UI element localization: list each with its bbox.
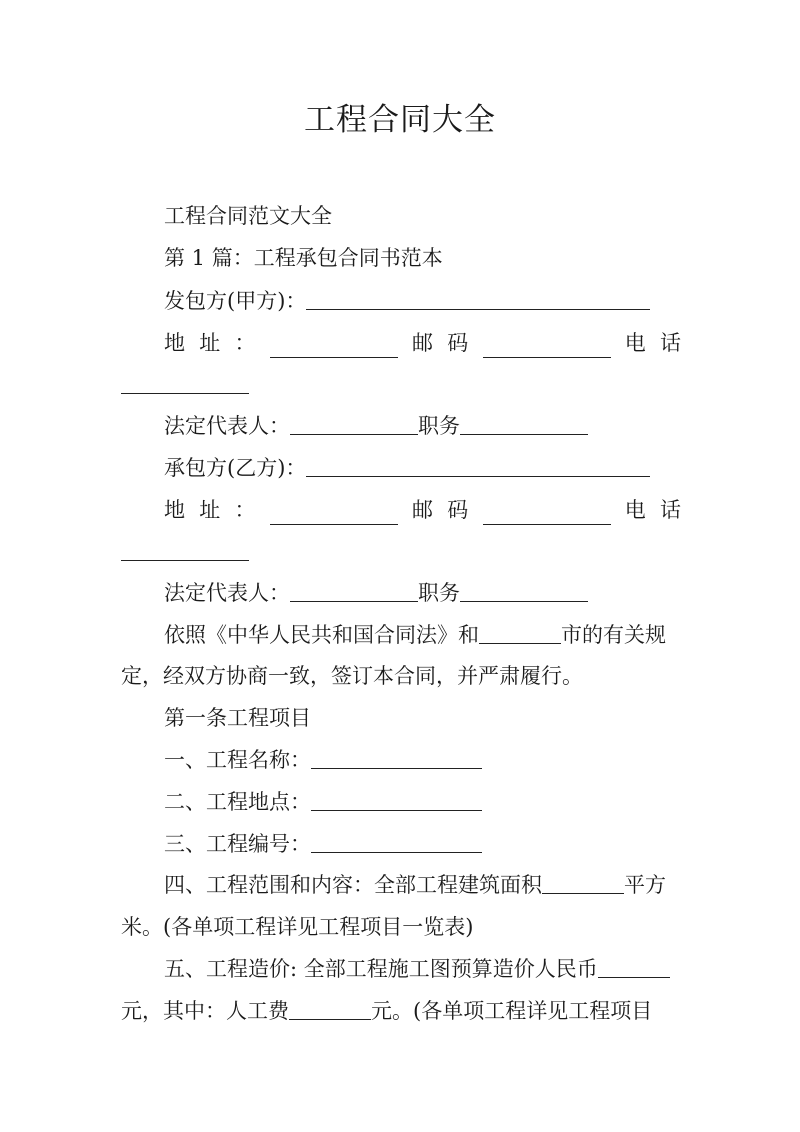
project-site-line bbox=[164, 787, 681, 817]
address-colon: ： bbox=[234, 331, 256, 355]
postcode-blank bbox=[483, 335, 611, 358]
address-colon: ： bbox=[234, 498, 256, 522]
rep-label: 法定代表人： bbox=[164, 581, 290, 605]
cost-note: 元。(各单项工程详见工程项目 bbox=[371, 999, 653, 1023]
law-text: 依照《中华人民共和国合同法》和 bbox=[164, 623, 479, 647]
rep-blank bbox=[290, 412, 418, 435]
project-number-blank bbox=[311, 830, 482, 853]
party-a-line bbox=[164, 286, 681, 316]
duty-blank bbox=[460, 579, 588, 602]
address-char: 地 bbox=[164, 498, 185, 522]
subtitle: 工程合同范文大全 bbox=[164, 204, 332, 228]
labor-cost-blank bbox=[289, 997, 371, 1020]
project-cost-cont bbox=[121, 996, 681, 1026]
postcode-char: 邮 bbox=[412, 498, 433, 522]
area-blank bbox=[542, 871, 624, 894]
party-b-line bbox=[164, 453, 681, 483]
party-b-label: 承包方(乙方)： bbox=[164, 456, 307, 480]
project-name-blank bbox=[311, 746, 482, 769]
postcode-char: 码 bbox=[447, 498, 469, 522]
party-b-blank bbox=[306, 454, 650, 477]
project-scope-line bbox=[164, 870, 681, 900]
project-site-blank bbox=[311, 788, 482, 811]
city-blank bbox=[479, 621, 561, 644]
address-blank bbox=[270, 502, 398, 525]
phone-char: 话 bbox=[660, 331, 681, 355]
article-1-heading: 第一条工程项目 bbox=[164, 706, 311, 730]
party-a-phone-line bbox=[121, 370, 681, 400]
party-b-address-line bbox=[164, 495, 681, 525]
project-name-line bbox=[164, 745, 681, 775]
postcode-blank bbox=[483, 502, 611, 525]
project-scope-cont: 米。(各单项工程详见工程项目一览表) bbox=[121, 915, 474, 939]
cost-blank bbox=[598, 955, 670, 978]
party-b-rep-line bbox=[164, 578, 681, 608]
document-title: 工程合同大全 bbox=[304, 102, 496, 138]
law-basis-line bbox=[164, 620, 681, 650]
cost-text: 五、工程造价: 全部工程施工图预算造价人民币 bbox=[164, 957, 598, 981]
project-name-label: 一、工程名称： bbox=[164, 748, 311, 772]
duty-label: 职务 bbox=[418, 581, 460, 605]
address-blank bbox=[270, 335, 398, 358]
project-number-label: 三、工程编号： bbox=[164, 832, 311, 856]
project-number-line bbox=[164, 829, 681, 859]
address-char: 址 bbox=[199, 331, 221, 355]
party-a-address-line bbox=[164, 328, 681, 358]
party-a-blank bbox=[306, 287, 650, 310]
duty-label: 职务 bbox=[418, 414, 460, 438]
duty-blank bbox=[460, 412, 588, 435]
party-a-rep-line bbox=[164, 411, 681, 441]
labor-cost-label: 元，其中：人工费 bbox=[121, 999, 289, 1023]
law-basis-cont: 定，经双方协商一致，签订本合同，并严肃履行。 bbox=[121, 664, 583, 688]
phone-char: 电 bbox=[624, 331, 646, 355]
rep-blank bbox=[290, 579, 418, 602]
chapter-heading: 第 1 篇：工程承包合同书范本 bbox=[164, 246, 443, 270]
scope-text: 四、工程范围和内容：全部工程建筑面积 bbox=[164, 873, 542, 897]
address-char: 地 bbox=[164, 331, 185, 355]
postcode-char: 邮 bbox=[412, 331, 433, 355]
party-b-phone-line bbox=[121, 537, 681, 567]
address-char: 址 bbox=[199, 498, 221, 522]
phone-blank bbox=[121, 538, 249, 561]
scope-unit: 平方 bbox=[624, 873, 666, 897]
party-a-label: 发包方(甲方)： bbox=[164, 289, 307, 313]
postcode-char: 码 bbox=[447, 331, 469, 355]
law-text: 市的有关规 bbox=[561, 623, 666, 647]
project-cost-line bbox=[164, 954, 681, 984]
phone-char: 话 bbox=[660, 498, 681, 522]
project-site-label: 二、工程地点： bbox=[164, 790, 311, 814]
rep-label: 法定代表人： bbox=[164, 414, 290, 438]
phone-blank bbox=[121, 371, 249, 394]
phone-char: 电 bbox=[624, 498, 646, 522]
